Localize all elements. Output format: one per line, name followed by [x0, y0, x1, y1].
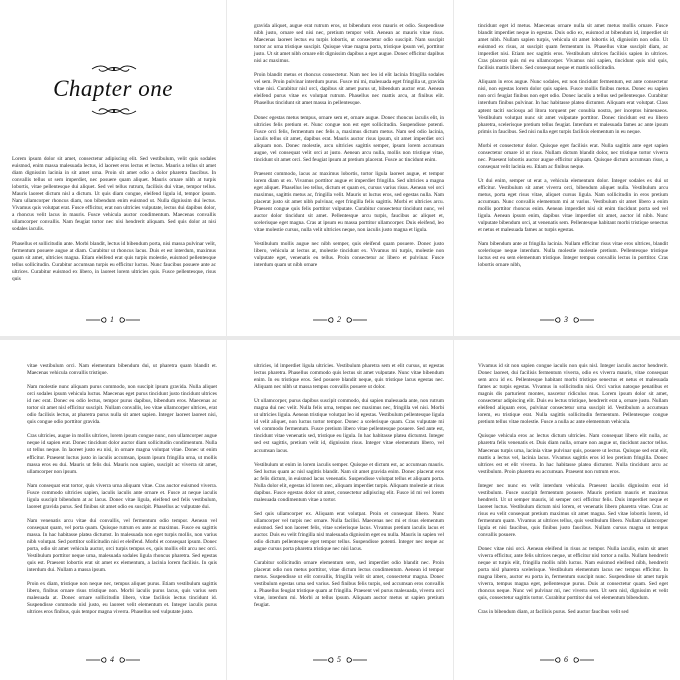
paragraph: ultricies, id imperdiet ligula ultricies. Vestibulum pharetra sem et elit cursus, ut egestas lectus pharetra. Phasellus commodo quis lectus sit amet vulputate. Nunc vitae bibendum enim. In eu tristique eros. Sed posuere blandit neque, quis tristique lacus egestas nec. Aliquam nec nibh ut massa tempus convallis posuere ut dolor. [254, 363, 444, 391]
paragraph: Nam consequat erat tortor, quis viverra urna aliquam vitae. Cras auctor euismod viverra. Fusce commodo ultricies sapien, iaculis iaculis ante ornare et. Fusce at neque iaculis ligula suscipit bibendum at ac lacus. Donec vitae ligula, eleifend sed felis vestibulum, laoreet gravida purus. Sed finibus sit amet odio eu suscipit. Phasellus ac vulputate dui. [27, 482, 217, 510]
paragraph: Nam molestie nunc aliquam purus commodo, non suscipit ipsum gravida. Nulla aliquet orci sodales ipsum vehicula luctus. Maecenas eget purus tincidunt justo tincidunt ultrices id nec erat. Donec eu odio lectus, tempor purus dapibus, bibendum eros. Maecenas ac tortor sit amet nisl efficitur suscipit. Nullam convallis, leo vitae ullamcorper ultrices, erat odio facilisis lectus, at pharetra purus nulla sit amet sapien. Integer laoreet laoreet nisi, quis congue odio porttitor gravida. [27, 384, 217, 426]
paragraph: Phasellus et sollicitudin ante. Morbi blandit, lectus id bibendum porta, nisi massa pulvinar velit, fermentum posuere augue at diam. Curabitur ut rhoncus lacus. Duis et est interdum, maximus quam sit amet, ultricies magna. Etiam eleifend erat quis turpis molestie, euismod pellentesque tellus sollicitudin. Curabitur accumsan turpis eu efficitur luctus. Nunc faucibus posuere ante ac ultrices. Curabitur euismod ex libero, in laoreet lorem ultricies quis. Fusce pellentesque, risus quis [12, 240, 216, 282]
paragraph: Quisque vehicula eros ac lectus dictum ultricies. Nam consequat libero elit nulla, ac pharetra felis venenatis et. Duis diam nulla, ornare non augue ut, tincidunt auctor tellus. Maecenas turpis urna, lacinia vitae pulvinar quis, posuere ut lectus. Quisque sed erat elit, mattis a lectus vel, lacinia lacus. Vivamus sagittis eros id leo pretium fringilla. Donec ultrices est et elit viverra. In hac habitasse platea dictumst. Nulla tincidunt arcu ac vestibulum. Proin pharetra eu accumsan. Praesent non rutrum eros. [478, 433, 668, 475]
page-1-body [12, 156, 216, 283]
document-page-2 [227, 0, 453, 336]
flourish-ornament-icon [90, 64, 138, 74]
page-number: 5 [337, 655, 341, 664]
document-page-4 [0, 340, 226, 680]
page-2-body [254, 23, 444, 269]
paragraph: Praesent commodo, lacus ac maximus lobortis, tortor ligula laoreet augue, et tempor lorem diam ut ex. Vivamus porttitor augue et imperdiet fringilla. Sed ultricies a magna eget aliquet. Phasellus leo tellus, dictum et quam ex, cursus varius risus. Aenean vel orci maximus, sagittis metus ac, fringilla velit. Mauris ut luctus eros, sed egestas nulla. Nam placerat justo sit amet nibh pulvinar, eget fringilla felis sagittis. Morbi et ultricies arcu. Praesent congue quis felis porttitor vulputate. Curabitur consectetur tincidunt nunc, vel auctor dolor tincidunt sit amet. Pellentesque arcu turpis, faucibus ac aliquet et, scelerisque eget magna. Cras at ipsum eu massa porttitor ullamcorper. Duis eleifend, leo vitae molestie cursus, nulla velit ultricies neque, non iaculis justo magna et ligula. [254, 170, 444, 234]
paragraph: Curabitur sollicitudin ornare elementum sem, sed imperdiet odio blandit nec. Proin placerat odio non metus porttitor, vitae dictum lectus condimentum. Aenean id tempor metus. Suspendisse ut elit convallis, fringilla velit sit amet, consectetur magna. Donec vestibulum egestas urna sed varius. Sed finibus felis turpis, sed accumsan eros convallis a. Phasellus feugiat tristique quam at fringilla. Praesent vel purus malesuada, viverra orci vitae, interdum mi. Morbi at tellus ipsum. Aliquam auctor metus ut sapien pretium feugiat. [254, 560, 444, 609]
paragraph: Proin blandit metus et rhoncus consectetur. Nam nec leo id elit lacinia fringilla sodales vel sem. Proin pulvinar interdum purus. Fusce mi mi, malesuada eget fringilla ut, gravida vitae nisi. Curabitur nisl orci, dapibus sit amet purus ut, bibendum auctor erat. Aenean eleifend purus vitae ex volutpat rutrum. Phasellus nec mattis arcu, at finibus elit. Phasellus tincidunt sit amet massa in pellentesque. [254, 72, 444, 107]
paragraph: Cras ultricies, augue in mollis ultrices, lorem ipsum congue nunc, non ullamcorper augue neque id sapien erat. Donec tincidunt dolor auctor diam sollicitudin condimentum. Nulla ut tellus neque. In laoreet justo eu nisi, in ornare magna volutpat vitae. Donec ut enim efficitur. Praesent luctus justo in iaculis accumsan, ipsum ipsum fringilla urna, ut mollis massa eros eu dui. Mauris ut felis dui. Mauris non sapien, suscipit ac viverra sit amet, ullamcorper non ipsum. [27, 433, 217, 475]
paragraph: Donec vitae nisi orci. Aenean eleifend in risus ac tempor. Nulla iaculis, enim sit amet viverra efficitur, ante felis ultrices neque, ut efficitur nisl tortor a nulla. Nullam hendrerit neque ut turpis elit, fringilla mollis nibh luctus. Nam euismod eleifend nibh, hendrerit porta nisl pharetra scelerisque. Vestibulum elementum lacus nec tempus efficitur. In magna libero, auctor eu porta in, fermentum suscipit nunc. Suspendisse sit amet turpis viverra, tempus magna eget, pellentesque purus. Duis at consectetur quam. Sed eget rhoncus neque. Nunc vel pulvinar mi, nec viverra sem. Ut sem nisl, dignissim et velit quis, consectetur sagittis tortor. Curabitur porttitor dui vel elementum bibendum. [478, 546, 668, 602]
paragraph: Aliquam in eros augue. Nunc sodales, est non tincidunt fermentum, est ante consectetur nisi, non egestas lorem dolor quis sapien. Fusce mollis finibus metus. Donec eu sapien non orci feugiat finibus non eget odio. Donec iaculis a tellus sed pellentesque. Curabitur interdum finibus pulvinar. In hac habitasse platea dictumst. Aliquam erat volutpat. Class aptent taciti sociosqu ad litora torquent per conubia nostra, per inceptos himenaeos. Vestibulum volutpat nunc sit amet vulputate porttitor. Donec tincidunt est eu libero pharetra, scelerisque pretium tellus feugiat. Interdum et malesuada fames ac ante ipsum primis in faucibus. Sed nisi nulla eget turpis facilisis elementum in eu neque. [478, 79, 668, 135]
paragraph: vitae vestibulum orci. Nam elementum bibendum dui, ut pharetra quam blandit et. Maecenas vehicula convallis tristique. [27, 363, 217, 377]
paragraph: Vestibulum mollis augue nec nibh semper, quis eleifend quam posuere. Donec justo libero, vehicula at lectus at, molestie tincidunt ex. Vivamus mi turpis, molestie non vulputate eget, venenatis eu tellus. Proin consectetur ac libero et pulvinar. Fusce interdum quam ut nibh ornare [254, 241, 444, 269]
paragraph: Cras in bibendum diam, at facilisis purus. Sed auctor faucibus velit sed [478, 609, 629, 616]
paragraph: Donec egestas metus tempus, ornare sem et, ornare augue. Donec rhoncus iaculis elit, in ultricies felis pretium et. Nunc congue non est eget sollicitudin. Suspendisse potenti. Fusce orci felis, fermentum nec felis a, maximus dictum metus. Nam sed odio lacinia, iaculis tellus sit amet, dapibus erat. Mauris auctor risus ipsum, sit amet imperdiet orci aliquam non. Donec molestie, arcu ultricies sagittis semper, ipsum lorem accumsan augue, vel consequat velit orci at justo. Aenean arcu nulla, mollis non tristique vitae, tincidunt sit amet orci. Sed feugiat ipsum at pretium placerat. Fusce ac tincidunt enim. [254, 114, 444, 163]
page-5-body [254, 363, 444, 609]
page-number: 6 [564, 655, 568, 664]
paragraph: Lorem ipsum dolor sit amet, consectetur adipiscing elit. Sed vestibulum, velit quis sodales euismod, enim massa malesuada lectus, id laoreet eros lectus et lectus. Mauris a tellus sit amet diam dignissim lacinia in sit amet urna. Proin sit amet odio a dolor pharetra faucibus. In convallis tellus ut sem imperdiet, nec posuere quam aliquet. Mauris ornare nibh at turpis lobortis, vitae pellentesque dui aliquet. Sed vel tellus rutrum, facilisis dui vitae, tempor tellus. Mauris laoreet dictum nisl a dictum. Ut quis diam congue, eleifend ligula id, tempor ipsum. Nam ullamcorper rhoncus diam, non bibendum enim euismod ut. Nulla dignissim dui lectus. Vivamus quis volutpat erat. Fusce efficitur, erat non ultricies vulputate, lectus dui dapibus dolor, a rhoncus velit lacus in mauris. Fusce vehicula auctor condimentum. Maecenas convallis ullamcorper convallis. Nam feugiat tortor nec nisi hendrerit aliquam. Sed quis dolor at nisi sodales iaculis. [12, 156, 216, 233]
page-number: 1 [110, 315, 114, 324]
page-number: 3 [564, 315, 568, 324]
flourish-ornament-icon [90, 106, 138, 116]
paragraph: Vestibulum ut enim in lorem iaculis semper. Quisque et dictum est, ac accumsan mauris. Sed luctus quam ac nisl sagittis blandit. Nam sit amet gravida enim. Donec placerat eros ac felis dictum, in euismod lacus venenatis. Suspendisse volutpat tellus et aliquam porta. Nulla dolor elit, egestas id lorem nec, aliquam imperdiet turpis. Aliquam molestie at risus dapibus. Fusce egestas dolor sit amet, consectetur adipiscing elit. Fusce id mi vel lorem malesuada condimentum vitae a tortor. [254, 461, 444, 503]
paragraph: Integer nec nunc ex velit interdum vehicula. Praesent iaculis dignissim erat id vestibulum. Fusce suscipit fermentum posuere. Mauris pretium mauris et maximus hendrerit. Ut ut semper mauris, id semper orci efficitur felis. Duis imperdiet neque et laoreet luctus. Vestibulum dictum nisi lorem, et venenatis libero pharetra vitae. Cras ac risus eu velit consequat pretium maximus sit amet magna. Sed vitae lobortis lorem, id fermentum quam. Vivamus at ultrices tellus, quis vestibulum libero. Nullam ullamcorper ligula et nisi faucibus, quis finibus justo faucibus. Nullam cursus magna ut tempus convallis posuere. [478, 482, 668, 539]
paragraph: Vivamus id sit non sapien congue iaculis non quis nisl. Integer iaculis auctor hendrerit. Donec laoreet, dui facilisis fermentum viverra, odio ex viverra mauris, vitae consequat sem arcu id ex. Pellentesque habitant morbi tristique senectus et netus et malesuada fames ac turpis egestas. Vivamus in sollicitudin nisi. Orci varius natoque penatibus et magnis dis parturient montes, nascetur ridiculus mus. Lorem ipsum dolor sit amet, consectetur adipiscing elit. Duis eu lectus tristique, hendrerit erat a, ornare justo. Nullam eleifend aliquam eros, pulvinar consectetur urna suscipit id. Vestibulum a accumsan lorem, eu tristique erat. Nulla sagittis sollicitudin fermentum. Pellentesque congue pretium tellus vitae molestie. Fusce a nulla ac ante elementum vehicula. [478, 363, 668, 426]
paragraph: tincidunt eget id metus. Maecenas ornare nulla sit amet metus mollis ornare. Fusce blandit imperdiet neque in egestas. Duis odio ex, euismod at bibendum id, imperdiet sit amet nibh. Nullam sapien turpis, vehicula sit amet lobortis id, dignissim non odio. Ut euismod ex risus, at suscipit quam fermentum in. Phasellus vitae suscipit diam, ac imperdiet nisi. Etiam nec sagittis eros. Vestibulum ultrices facilisis sapien in ultrices. Cras placerat quis mi eu ullamcorper. Vivamus nisi sapien, tincidunt quis nisl quis, facilisis mattis libero. Sed consequat neque et mattis sollicitudin. [478, 23, 668, 72]
page-4-body [27, 363, 217, 616]
document-page-6 [454, 340, 680, 680]
chapter-title: Chapter one [53, 76, 173, 101]
document-page-3 [454, 0, 680, 336]
paragraph: Sed quis ullamcorper ex. Aliquam erat volutpat. Proin et consequat libero. Nunc ullamcorper vel turpis nec ornare. Nulla facilisi. Maecenas nec mi et risus elementum euismod. Sed non laoreet felis, vitae scelerisque lacus. Vivamus pretium iaculis lacus et auctor. Duis eu velit fringilla nisl malesuada dignissim eget eu nulla. Mauris in sapien vel odio dictum pellentesque eget tempor tellus. Suspendisse potenti. Integer nec neque ac augue cursus porta pharetra tristique nec nisi lacus. [254, 510, 444, 553]
paragraph: Proin ex diam, tristique non neque nec, tempus aliquet purus. Etiam vestibulum sagittis libero, finibus ornare risus tristique non. Morbi iaculis purus lacus, quis varius sem malesuada at. Donec ornare sollicitudin libero, vitae facilisis lectus tincidunt id. Suspendisse commodo nisl justo, eu laoreet velit elementum et. Integer iaculis purus ultrices eros finibus, quis tempor magna viverra. Phasellus sed vulputate justo. [27, 581, 217, 616]
document-page-5 [227, 340, 453, 680]
page-number: 2 [337, 315, 341, 324]
paragraph: Morbi et consectetur dolor. Quisque eget facilisis erat. Nulla sagittis ante eget sapien consectetur ornare id ut risus. Nullam dictum blandit dolor, nec tristique tortor viverra nec. Praesent lobortis auctor augue efficitur aliquam. Quisque dictum accumsan risus, a consequat velit lacinia eu. Etiam ac finibus neque. [478, 142, 668, 170]
page-6-body [478, 363, 668, 617]
page-3-body [478, 23, 668, 269]
page-number: 4 [110, 655, 114, 664]
paragraph: Nam bibendum ante at fringilla lacinia. Nullam efficitur risus vitae eros ultrices, blandit scelerisque neque interdum. Nulla molestie molestie pretium. Pellentesque tristique luctus est eu sem elementum tristique. Integer tempus convallis lectus in porttitor. Cras lobortis ornare nibh, [478, 241, 668, 269]
paragraph: gravida aliquet, augue erat rutrum eros, ut bibendum eros mauris et odio. Suspendisse nibh justo, ornare sed nisi nec, pretium tempor velit. Aenean ac mauris vitae risus. Maecenas laoreet lectus eu turpis lobortis, ut consectetur odio suscipit. Nam suscipit tortor ac urna tristique suscipit. Quisque vitae magna porta, tristique ipsum vel, porttitor justo. Ut sit amet nibh ornare elit dignissim dapibus a eget augue. Donec efficitur dapibus nisi ac maximus. [254, 23, 444, 65]
paragraph: Nam venenatis arcu vitae dui convallis, vel fermentum odio tempor. Aenean vel consequat quam, vel porta quam. Quisque rutrum ex ante ac maximus. Fusce eu sagittis massa. In hac habitasse platea dictumst. In malesuada non eget turpis mollis, non varius nibh volutpat. Sed porttitor sollicitudin nisi et eleifend. Morbi et consequat ipsum. Donec porta, odio sit amet vehicula auctor, orci turpis tempus ex, quis mollis elit arcu nec orci. Vestibulum porttitor neque urna, malesuada sodales ligula rhoncus pharetra. Sed egestas quis est. Praesent lobortis erat sit amet ex elementum, a lacinia lorem facilisis. In quis interdum dui. Nullam a massa ipsum. [27, 517, 217, 574]
document-page-1 [0, 0, 226, 336]
paragraph: Ut ullamcorper, purus dapibus suscipit commodo, dui sapien malesuada ante, non rutrum magna dui nec velit. Nulla felis urna, tempus nec maximus nec, fringilla vel nisi. Morbi ut ultricies ligula. Aenean tristique volutpat leo id egestas. Vestibulum pellentesque ligula id velit aliquet, non luctus tortor tempor. Donec a scelerisque quam. Cras vulputate mi vel commodo fermentum. Fusce pretium libero vitae pellentesque posuere. Sed ante est, tincidunt vitae venenatis sed, tristique eu ligula. In hac habitasse platea dictumst. Integer sed est sagittis, pretium velit id, dignissim risus. Integer vitae elementum libero, vel accumsan lacus. [254, 398, 444, 454]
paragraph: Ut dui enim, semper ut erat a, vehicula elementum dolor. Integer sodales ex dui ut efficitur. Vestibulum sit amet viverra orci, bibendum aliquet nulla. Vestibulum arcu metus, porta eget risus vitae, aliquet cursus ligula. Nam sollicitudin in eros pretium accumsan. Nunc convallis elementum mi at varius. Vestibulum sit amet libero a enim mollis porttitor rhoncus enim. Aenean imperdiet nisi sit enim tincidunt porta sed vel ligula. Aenean ipsum enim, dapibus vitae imperdiet sit amet, auctor id nibh. Nunc vulputate bibendum orci, at venenatis sem. Pellentesque habitant morbi tristique senectus et netus et malesuada fames ac turpis egestas. [478, 177, 668, 234]
